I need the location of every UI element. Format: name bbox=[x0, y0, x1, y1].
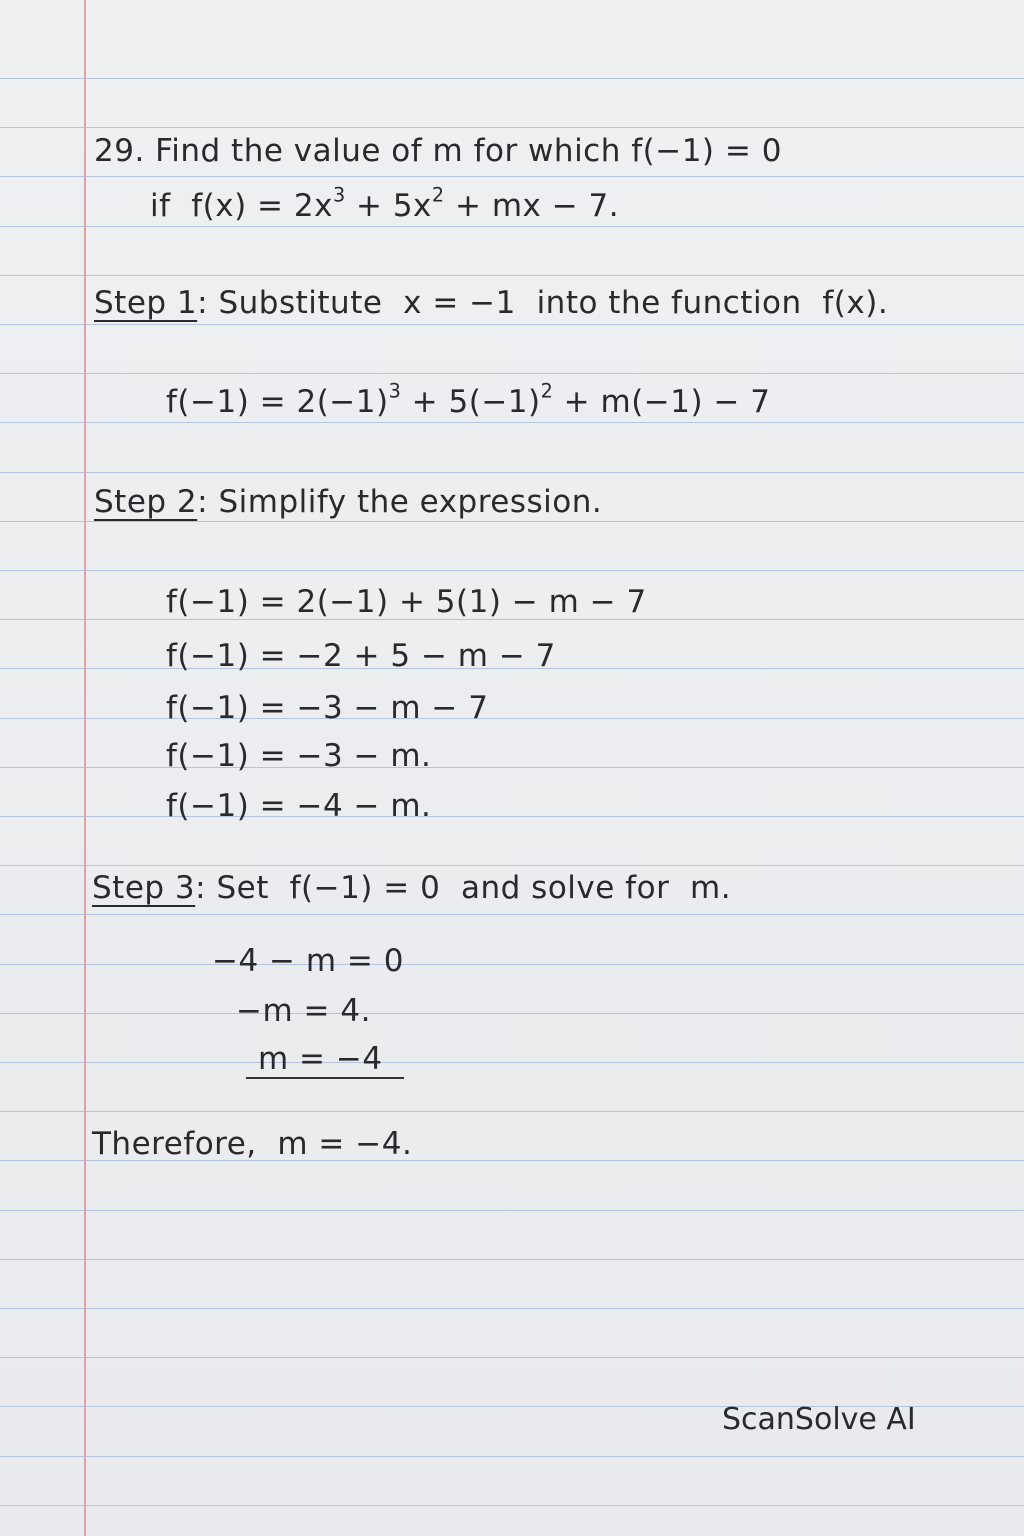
ruled-line bbox=[0, 1505, 1024, 1506]
step1-text: Substitute x = −1 into the function f(x). bbox=[208, 285, 889, 321]
ruled-line bbox=[0, 1062, 1024, 1063]
equation-part: + 5(−1) bbox=[401, 384, 541, 420]
margin-line bbox=[84, 0, 86, 1536]
ruled-line bbox=[0, 1259, 1024, 1260]
ruled-line bbox=[0, 78, 1024, 79]
equation-part: f(−1) = 2(−1) bbox=[166, 384, 389, 420]
step2-text: Simplify the expression. bbox=[208, 484, 603, 520]
ruled-line bbox=[0, 176, 1024, 177]
step1-label: Step 1 bbox=[94, 285, 198, 321]
step1-equation bbox=[166, 379, 771, 420]
step3-line: −m = 4. bbox=[236, 993, 371, 1029]
ruled-line bbox=[0, 275, 1024, 276]
step2-label: Step 2 bbox=[94, 484, 198, 520]
function-part: if f(x) = 2x bbox=[150, 188, 333, 224]
ruled-line bbox=[0, 324, 1024, 325]
step2-line: f(−1) = −2 + 5 − m − 7 bbox=[166, 638, 556, 674]
ruled-line bbox=[0, 1013, 1024, 1014]
ruled-line bbox=[0, 1456, 1024, 1457]
step2-line: f(−1) = 2(−1) + 5(1) − m − 7 bbox=[166, 584, 647, 620]
ruled-line bbox=[0, 521, 1024, 522]
answer-underline bbox=[246, 1077, 404, 1079]
step3-line: −4 − m = 0 bbox=[212, 943, 404, 979]
ruled-line bbox=[0, 964, 1024, 965]
step2-line: f(−1) = −4 − m. bbox=[166, 788, 432, 824]
ruled-line bbox=[0, 865, 1024, 866]
exponent: 3 bbox=[332, 183, 346, 207]
ruled-line bbox=[0, 914, 1024, 915]
step3-label: Step 3 bbox=[92, 870, 196, 906]
exponent: 2 bbox=[431, 183, 445, 207]
step3-answer: m = −4 bbox=[258, 1041, 383, 1077]
step-colon: : bbox=[195, 870, 207, 906]
ruled-line bbox=[0, 1308, 1024, 1309]
ruled-line bbox=[0, 422, 1024, 423]
conclusion: Therefore, m = −4. bbox=[92, 1126, 413, 1162]
step2-heading bbox=[94, 484, 602, 520]
step-colon: : bbox=[197, 285, 209, 321]
ruled-line bbox=[0, 472, 1024, 473]
exponent: 2 bbox=[540, 379, 554, 403]
equation-part: + m(−1) − 7 bbox=[553, 384, 771, 420]
ruled-line bbox=[0, 1210, 1024, 1211]
ruled-line bbox=[0, 373, 1024, 374]
step1-heading bbox=[94, 285, 888, 321]
ruled-line bbox=[0, 127, 1024, 128]
problem-function bbox=[150, 183, 620, 224]
ruled-line bbox=[0, 816, 1024, 817]
problem-header bbox=[94, 133, 782, 169]
problem-number: 29. bbox=[94, 133, 145, 169]
ruled-line bbox=[0, 718, 1024, 719]
step2-line: f(−1) = −3 − m. bbox=[166, 738, 432, 774]
ruled-line bbox=[0, 767, 1024, 768]
step-colon: : bbox=[197, 484, 209, 520]
signature: ScanSolve AI bbox=[722, 1402, 916, 1437]
step2-line: f(−1) = −3 − m − 7 bbox=[166, 690, 489, 726]
ruled-line bbox=[0, 226, 1024, 227]
ruled-line bbox=[0, 1111, 1024, 1112]
problem-statement: Find the value of m for which f(−1) = 0 bbox=[155, 133, 782, 169]
step3-heading bbox=[92, 870, 731, 906]
function-part: + mx − 7. bbox=[444, 188, 620, 224]
ruled-line bbox=[0, 1357, 1024, 1358]
function-part: + 5x bbox=[345, 188, 432, 224]
ruled-line bbox=[0, 570, 1024, 571]
step3-text: Set f(−1) = 0 and solve for m. bbox=[206, 870, 732, 906]
exponent: 3 bbox=[388, 379, 402, 403]
